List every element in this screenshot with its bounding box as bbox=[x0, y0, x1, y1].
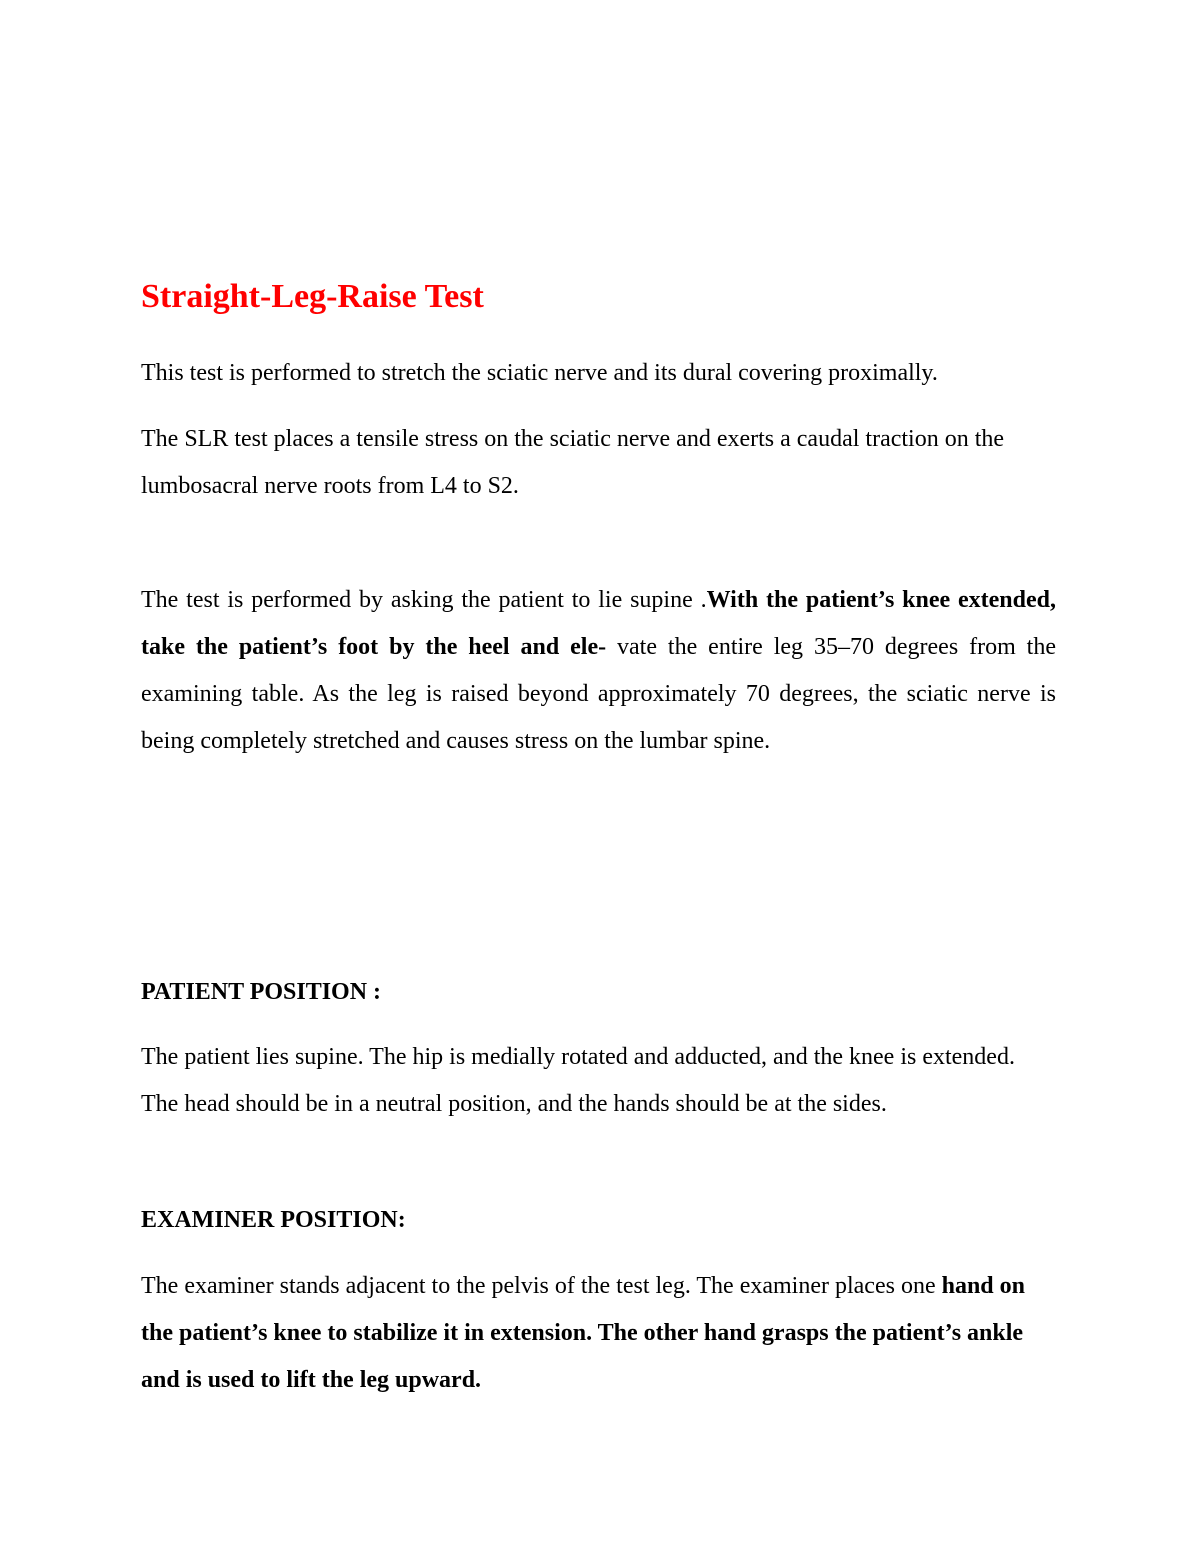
examiner-position-heading: EXAMINER POSITION: bbox=[141, 1207, 406, 1233]
document-title: Straight-Leg-Raise Test bbox=[141, 278, 484, 315]
procedure-text-start: The test is performed by asking the patient to lie supine . bbox=[141, 587, 707, 613]
intro-paragraph-2: The SLR test places a tensile stress on the sciatic nerve and exerts a caudal traction on the lumbosacral nerve roots from L4 to S2. bbox=[141, 426, 1005, 499]
examiner-text-bold: hand on the patient’s knee to stabilize it in extension. The other hand grasps the patient’s ankle and is used to lift the leg upward. bbox=[141, 1273, 1025, 1393]
procedure-text-end: vate the entire leg 35–70 degrees from the examining table. As the leg is raised beyond approximately 70 degrees, the sciatic nerve is being completely stretched and causes stress on the lumbar spine. bbox=[141, 634, 1056, 754]
patient-position-text: The patient lies supine. The hip is medially rotated and adducted, and the knee is extended. The head should be in a neutral position, and the hands should be at the sides. bbox=[141, 1044, 1015, 1117]
examiner-position-text bbox=[141, 1263, 1056, 1404]
examiner-text-normal: The examiner stands adjacent to the pelvis of the test leg. The examiner places one bbox=[141, 1273, 942, 1299]
intro-paragraph-1: This test is performed to stretch the sciatic nerve and its dural covering proximally. bbox=[141, 360, 938, 386]
patient-position-heading: PATIENT POSITION : bbox=[141, 979, 382, 1005]
procedure-paragraph bbox=[141, 577, 1056, 765]
procedure-text-bold: With the patient’s knee extended, take the patient’s foot by the heel and ele- bbox=[141, 587, 1057, 660]
